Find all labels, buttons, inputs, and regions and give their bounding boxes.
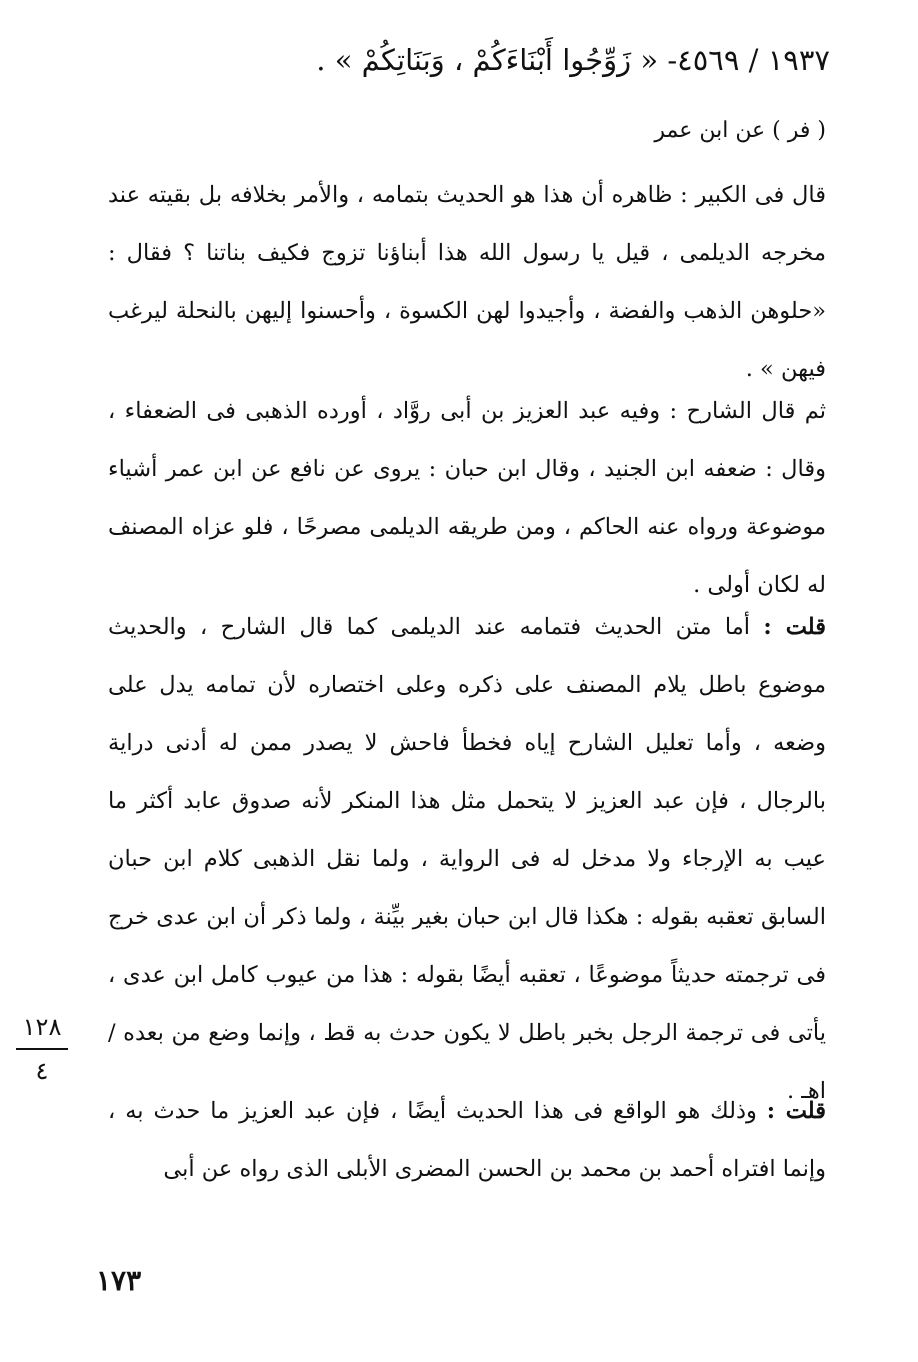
paragraph-3 (108, 598, 826, 1120)
margin-reference (16, 1010, 68, 1088)
page-number: ١٧٣ (96, 1264, 142, 1297)
paragraph-lead: قلت : (766, 1098, 827, 1124)
paragraph-text: أما متن الحديث فتمامه عند الديلمى كما قال الشارح ، والحديث موضوع باطل يلام المصنف على ذكره وعلى اختصاره لأن تمامه يدل على وضعه ، وأما تعليل الشارح إياه فخطأ فاحش لا يصدر ممن له أدنى دراية بالرجال ، فإن عبد العزيز لا يتحمل مثل هذا المنكر لأنه صدوق عابد أكثر ما عيب به الإرجاء ولا مدخل له فى الرواية ، ولما نقل الذهبى كلام ابن حبان السابق تعقبه بقوله : هكذا قال ابن حبان بغير بيِّنة ، ولما ذكر أن ابن عدى خرج فى ترجمته حديثاً موضوعًا ، تعقبه أيضًا بقوله : هذا من عيوب كامل ابن عدى ، يأتى فى ترجمة الرجل بخبر باطل لا يكون حدث به قط ، وإنما وضع من بعده / اهـ . (108, 614, 826, 1104)
paragraph-lead: قلت : (763, 614, 827, 640)
margin-reference-divider (16, 1048, 68, 1050)
paragraph-text: قال فى الكبير : ظاهره أن هذا هو الحديث بتمامه ، والأمر بخلافه بل بقيته عند مخرجه الديلمى ، قيل يا رسول الله هذا أبناؤنا تزوج فكيف بناتنا ؟ فقال : «حلوهن الذهب والفضة ، وأجيدوا لهن الكسوة ، وأحسنوا إليهن بالنحلة ليرغب فيهن » . (108, 182, 826, 382)
paragraph-4 (108, 1082, 826, 1198)
margin-reference-bottom: ٤ (35, 1057, 49, 1085)
paragraph-text: وذلك هو الواقع فى هذا الحديث أيضًا ، فإن عبد العزيز ما حدث به ، وإنما افتراه أحمد بن محمد بن الحسن المضرى الأبلى الذى رواه عن أبى (108, 1098, 826, 1182)
hadith-source: ( فر ) عن ابن عمر (654, 118, 826, 143)
paragraph-1 (108, 166, 826, 398)
margin-reference-top: ١٢٨ (22, 1013, 62, 1041)
paragraph-text: ثم قال الشارح : وفيه عبد العزيز بن أبى روَّاد ، أورده الذهبى فى الضعفاء ، وقال : ضعفه ابن الجنيد ، وقال ابن حبان : يروى عن نافع عن ابن عمر أشياء موضوعة ورواه عنه الحاكم ، ومن طريقه الديلمى مصرحًا ، فلو عزاه المصنف له لكان أولى . (108, 398, 826, 598)
paragraph-2 (108, 382, 826, 614)
hadith-header: ١٩٣٧ / ٤٥٦٩- « زَوِّجُوا أَبْنَاءَكُمْ ، وَبَنَاتِكُمْ » . (316, 43, 830, 77)
